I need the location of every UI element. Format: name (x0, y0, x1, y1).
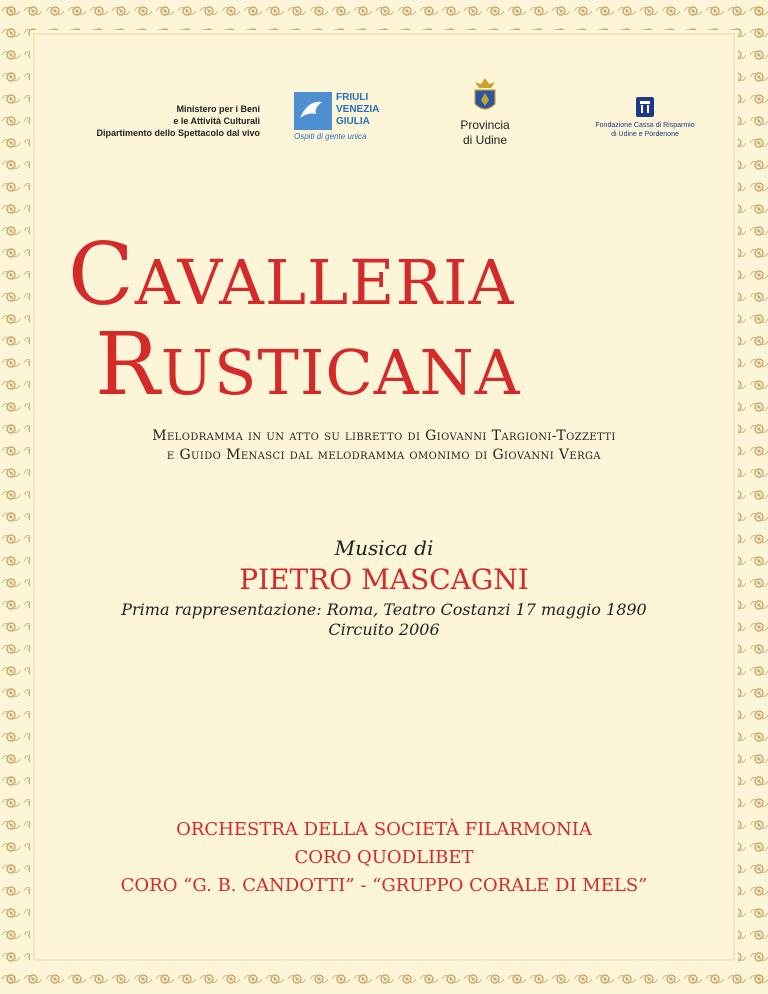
provincia-crest-icon (471, 78, 499, 114)
ministero-line1: Ministero per i Beni (176, 104, 260, 114)
provincia-line1: Provincia (460, 118, 510, 132)
subtitle-line2: e Guido Menasci dal melodramma omonimo di Giovanni Verga (166, 447, 602, 463)
ministero-line3: Dipartimento dello Spettacolo dal vivo (96, 128, 260, 138)
subtitle-line1: Melodramma in un atto su libretto di Giovanni Targioni-Tozzetti (152, 428, 616, 444)
performers (0, 816, 768, 900)
performer-orchestra: ORCHESTRA DELLA SOCIETÀ FILARMONIA (176, 819, 592, 840)
fvg-line2: VENEZIA (336, 104, 380, 115)
fondazione-line1: Fondazione Cassa di Risparmio (595, 122, 695, 129)
ministero-logo (60, 103, 260, 139)
fvg-logo (292, 90, 390, 146)
performer-coro-quodlibet: CORO QUODLIBET (294, 847, 474, 868)
fvg-line1: FRIULI (336, 92, 369, 103)
performer-coro-candotti: CORO “G. B. CANDOTTI” - “GRUPPO CORALE DI MELS” (120, 875, 648, 896)
circuit-line: Circuito 2006 (328, 620, 440, 639)
fondazione-logo (585, 96, 705, 139)
title-line1-capital: C (68, 225, 135, 325)
title-line2 (95, 315, 745, 415)
title-line1-rest: AVALLERIA (134, 246, 515, 319)
provincia-logo (440, 78, 530, 148)
composer-name: PIETRO MASCAGNI (239, 563, 529, 596)
provincia-line2: di Udine (462, 133, 508, 147)
music-label: Musica di (334, 536, 434, 560)
title-line2-capital: R (95, 315, 161, 415)
ministero-line2: e le Attività Culturali (173, 116, 260, 126)
premiere-line: Prima rappresentazione: Roma, Teatro Costanzi 17 maggio 1890 (121, 600, 647, 619)
premiere-info (0, 600, 768, 640)
fondazione-line2: di Udine e Pordenone (611, 131, 679, 138)
sponsor-logos (0, 78, 768, 158)
fvg-line3: GIULIA (336, 116, 370, 127)
fondazione-emblem-icon (635, 96, 655, 118)
title-line1 (68, 225, 718, 325)
title-line2-rest: USTICANA (160, 336, 521, 409)
fvg-tagline: Ospiti di gente unica (294, 132, 367, 141)
